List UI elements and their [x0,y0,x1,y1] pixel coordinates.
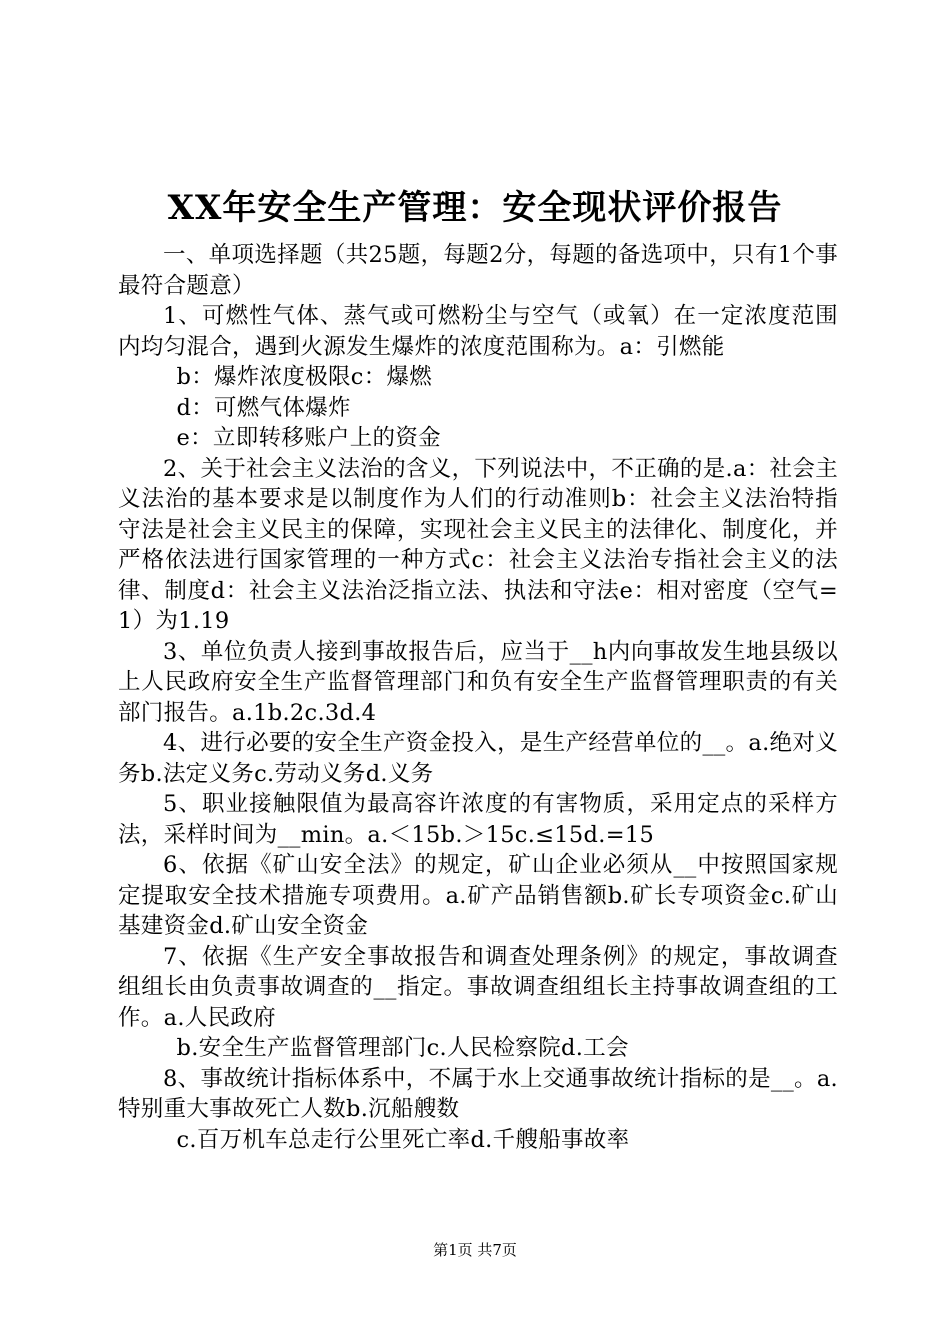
page-footer: 第1页 共7页 [433,1241,517,1259]
question-8: 8、事故统计指标体系中，不属于水上交通事故统计指标的是__。a.特别重大事故死亡人数b.沉船艘数 [118,1065,838,1122]
question-1: 1、可燃性气体、蒸气或可燃粉尘与空气（或氧）在一定浓度范围内均匀混合，遇到火源发生爆炸的浓度范围称为。a：引燃能 [118,303,838,360]
question-3: 3、单位负责人接到事故报告后，应当于__h内向事故发生地县级以上人民政府安全生产监督管理部门和负有安全生产监督管理职责的有关部门报告。a.1b.2c.3d.4 [118,638,838,726]
question-1-option-d: d：可燃气体爆炸 [176,394,351,421]
section-heading: 一、单项选择题（共25题，每题2分，每题的备选项中，只有1个事最符合题意） [118,242,838,299]
question-2: 2、关于社会主义法治的含义，下列说法中，不正确的是.a：社会主义法治的基本要求是以制度作为人们的行动准则b：社会主义法治特指守法是社会主义民主的保障，实现社会主义民主的法律化、制度化，并严格依法进行国家管理的一种方式c：社会主义法治专指社会主义的法律、制度d：社会主义法治泛指立法、执法和守法e：相对密度（空气=1）为1.19 [118,455,838,634]
question-5: 5、职业接触限值为最高容许浓度的有害物质，采用定点的采样方法，采样时间为__min。a.＜15b.＞15c.≤15d.=15 [118,791,838,848]
question-4: 4、进行必要的安全生产资金投入，是生产经营单位的__。a.绝对义务b.法定义务c.劳动义务d.义务 [118,730,838,787]
document-title: XX年安全生产管理：安全现状评价报告 [167,188,783,228]
question-7-options: b.安全生产监督管理部门c.人民检察院d.工会 [176,1035,629,1061]
question-6: 6、依据《矿山安全法》的规定，矿山企业必须从__中按照国家规定提取安全技术措施专项费用。a.矿产品销售额b.矿长专项资金c.矿山基建资金d.矿山安全资金 [118,852,838,939]
question-7: 7、依据《生产安全事故报告和调查处理条例》的规定，事故调查组组长由负责事故调查的__指定。事故调查组组长主持事故调查组的工作。a.人民政府 [118,943,838,1031]
question-8-options: c.百万机车总走行公里死亡率d.千艘船事故率 [176,1126,630,1153]
question-1-option-b: b：爆炸浓度极限c：爆燃 [176,364,433,390]
document-body [118,240,838,1155]
question-1-option-e: e：立即转移账户上的资金 [176,425,441,451]
